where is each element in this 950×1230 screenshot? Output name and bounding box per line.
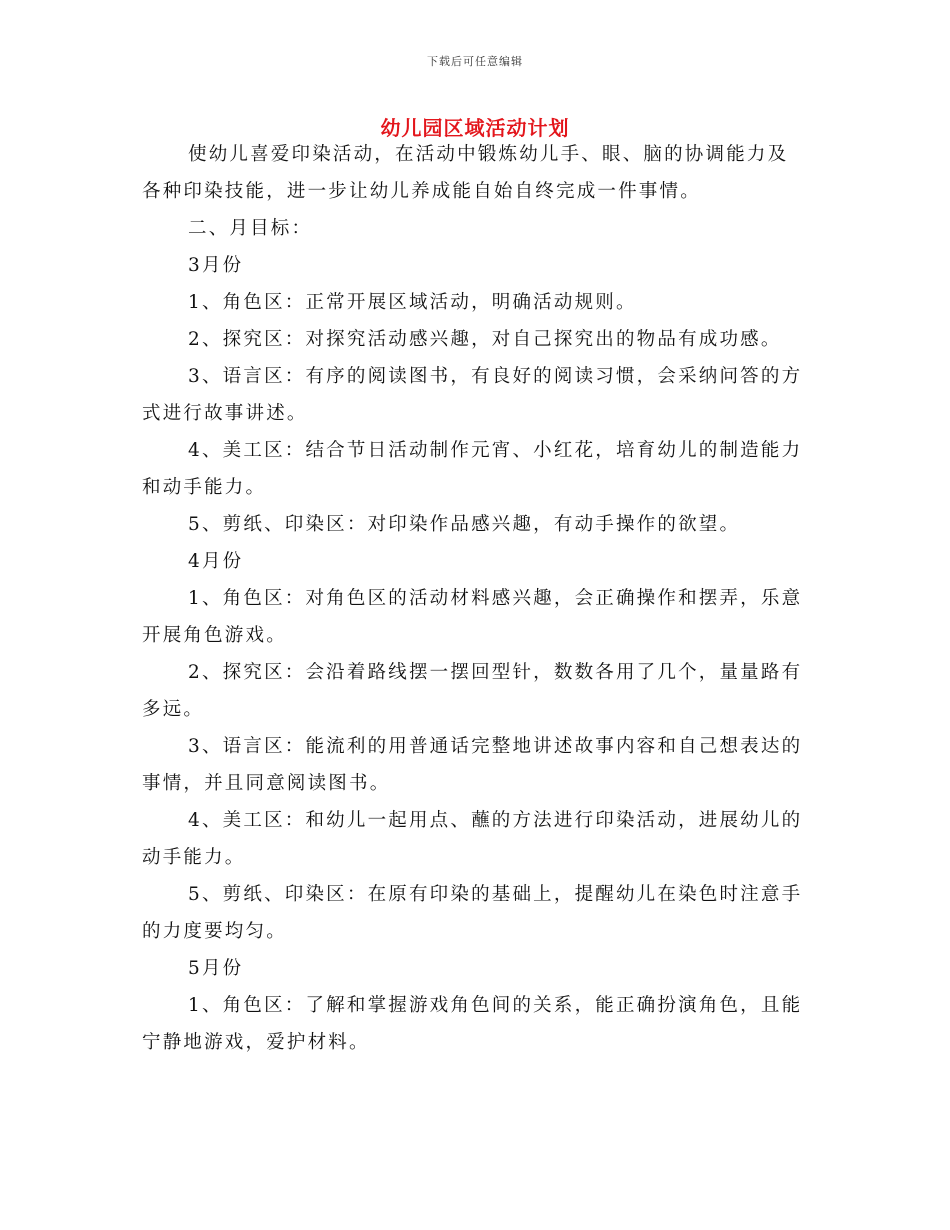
document-title: 幼儿园区域活动计划 — [380, 116, 570, 140]
paragraph: 4、美工区：结合节日活动制作元宵、小红花，培育幼儿的制造能力和动手能力。 — [142, 440, 803, 498]
paragraph: 1、角色区：对角色区的活动材料感兴趣，会正确操作和摆弄，乐意开展角色游戏。 — [142, 588, 803, 646]
page-header-note: 下载后可任意编辑 — [427, 55, 523, 68]
paragraph: 4、美工区：和幼儿一起用点、蘸的方法进行印染活动，进展幼儿的动手能力。 — [142, 810, 803, 868]
paragraph: 3、语言区：能流利的用普通话完整地讲述故事内容和自己想表达的事情，并且同意阅读图书。 — [142, 736, 803, 794]
paragraph: 5、剪纸、印染区：在原有印染的基础上，提醒幼儿在染色时注意手的力度要均匀。 — [142, 884, 803, 942]
paragraph: 3、语言区：有序的阅读图书，有良好的阅读习惯，会采纳问答的方式进行故事讲述。 — [142, 366, 803, 424]
paragraph: 1、角色区：正常开展区域活动，明确活动规则。 — [188, 292, 637, 313]
document-body — [142, 136, 807, 1061]
paragraph: 二、月目标： — [188, 218, 313, 239]
month-heading: 4月份 — [188, 551, 244, 572]
month-heading: 5月份 — [188, 958, 244, 979]
paragraph: 1、角色区：了解和掌握游戏角色间的关系，能正确扮演角色，且能宁静地游戏，爱护材料。 — [142, 995, 803, 1053]
paragraph: 使幼儿喜爱印染活动，在活动中锻炼幼儿手、眼、脑的协调能力及各种印染技能，进一步让幼儿养成能自始自终完成一件事情。 — [142, 144, 789, 202]
paragraph: 5、剪纸、印染区：对印染作品感兴趣，有动手操作的欲望。 — [188, 514, 741, 535]
paragraph: 2、探究区：对探究活动感兴趣，对自己探究出的物品有成功感。 — [188, 329, 782, 350]
paragraph: 2、探究区：会沿着路线摆一摆回型针，数数各用了几个，量量路有多远。 — [142, 662, 803, 720]
month-heading: 3月份 — [188, 255, 244, 276]
